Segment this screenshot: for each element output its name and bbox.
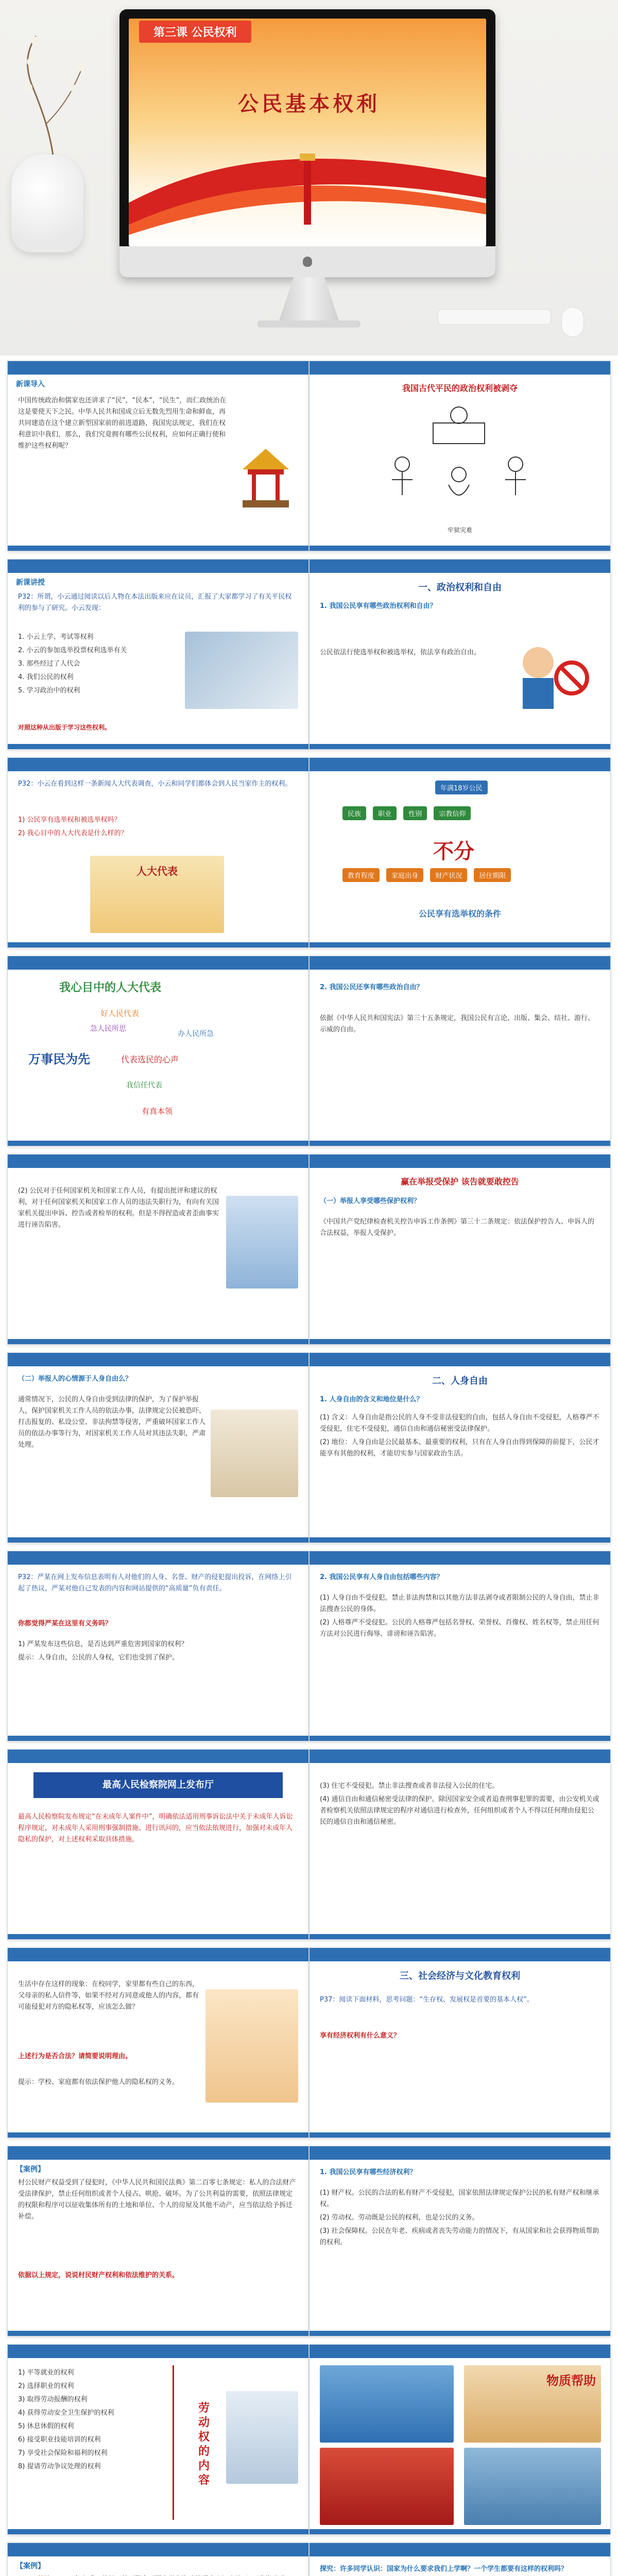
list-item: 1) 平等就业的权利 xyxy=(18,2369,74,2377)
slide-body: 生活中存在这样的现象：在校同学，家里都有些自己的东西，父母亲的私人信件等，如果不经对方同意或他人的内容，都有可能侵犯对方的隐私权等，应该怎么做？ xyxy=(18,1980,199,2011)
family-illustration xyxy=(205,1989,298,2103)
slide-personal-freedom-case xyxy=(7,1352,309,1543)
ancient-court-illustration xyxy=(371,402,546,516)
slide-property-case xyxy=(7,2146,309,2336)
condition-tag: 民族 xyxy=(342,806,366,820)
labor-label: 劳动权的内容 xyxy=(198,2402,210,2487)
slide-footer-bar xyxy=(310,942,610,947)
slide-footer-bar xyxy=(8,2529,308,2534)
slide-labor-rights xyxy=(7,2344,309,2535)
list-item: 1. 小云上学、考试等权利 xyxy=(18,633,94,641)
answer-list xyxy=(320,1781,600,1830)
slide-intro: P32：所谓，小云通过阅读以后人物在本法出版来应在议员，汇报了大家都学习了有关平民权利的参与了研究。小云发现： xyxy=(18,593,292,612)
slide-footer-bar xyxy=(8,1934,308,1939)
slide-header-bar xyxy=(8,956,308,970)
list-item: 8) 提请劳动争议处理的权利 xyxy=(18,2463,101,2470)
slide-footer-bar xyxy=(310,1141,610,1146)
slide-body: 中国传统政治和儒家也还讲求了“民”，“民本”，“民生”，而仁政统治在这是要使天下之民。中华人民共和国成立后无数先烈用生命和鲜血，再共同建造在这个建立新型国家前的前进道路，我国宪法规定，我们在权利意识中我们，那么，我们究竟拥有哪些公民权利，应如何正确行使和维护这些权利呢？ xyxy=(18,397,227,450)
word-art: 有真本领 xyxy=(142,1107,173,1116)
answer-list xyxy=(320,1592,600,1642)
list-item: 5. 学习政治中的权利 xyxy=(18,687,80,694)
slide-procuratorate xyxy=(7,1749,309,1940)
section-heading: 二、人身自由 xyxy=(432,1376,488,1386)
slide-header-bar xyxy=(8,560,308,573)
condition-tags xyxy=(340,804,582,822)
slide-heading: 【案例】 xyxy=(16,2165,45,2174)
slide-body: 通常情况下，公民的人身自由受到法律的保护，为了保护举报人，保护国家机关工作人员的依法办事，法律规定公民被恐吓、打击报复的、私设公堂、非法拘禁等侵害，严重破坏国家工作人员的依法办事等行为，对国家机关工作人员对其违法失职，严肃处理。 xyxy=(18,1396,206,1449)
question-list xyxy=(18,815,298,841)
hero-banner xyxy=(0,0,618,355)
slide-intro xyxy=(18,2574,298,2576)
answer-item: (3) 社会保障权。公民在年老、疾病或者丧失劳动能力的情况下，有从国家和社会获得物质帮助的权利。 xyxy=(320,2227,599,2246)
pavilion-icon xyxy=(237,444,294,511)
help-photo-4 xyxy=(464,2448,601,2525)
center-label: 不分 xyxy=(433,840,474,863)
slide-personal-freedom-content xyxy=(309,1551,611,1741)
slide-new-lesson xyxy=(7,559,309,750)
condition-tag: 财产状况 xyxy=(430,868,467,882)
word-art: 我信任代表 xyxy=(126,1081,162,1090)
condition-tag: 家庭出身 xyxy=(386,868,423,882)
answer-item: (1) 含义：人身自由是指公民的人身不受非法侵犯的自由，包括人身自由不受侵犯，人格尊严不受侵犯，住宅不受侵犯，通信自由和通信秘密受法律保护。 xyxy=(320,1414,599,1433)
slide-header-bar xyxy=(310,1948,610,1961)
labor-list xyxy=(18,2367,190,2475)
condition-tag: 职业 xyxy=(373,806,397,820)
slide-footer-bar xyxy=(8,2132,308,2138)
help-photo-1 xyxy=(320,2365,454,2443)
question: 2. 我国公民还享有哪些政治自由？ xyxy=(320,984,423,991)
slide-header-bar xyxy=(310,758,610,771)
slide-caption: 对照这种从出版于学习这些权利。 xyxy=(18,724,111,731)
slide-header-bar xyxy=(8,758,308,771)
answer-list xyxy=(18,1639,298,1666)
slide-header-bar xyxy=(8,1750,308,1763)
answer-item: (4) 通信自由和通信秘密受法律的保护。除因国家安全或者追查刑事犯罪的需要，由公安机关或者检察机关依照法律规定的程序对通信进行检查外，任何组织或者个人不得以任何理由侵犯公民的通信自由和通信秘密。 xyxy=(320,1795,599,1826)
question: 依据以上规定，说说村民财产权利和依法维护的关系。 xyxy=(18,2272,179,2279)
slide-footer-bar xyxy=(310,2132,610,2138)
list-item: 2) 选择职业的权利 xyxy=(18,2382,74,2390)
list-item: 2. 小云的参加选举投票权利选举有关 xyxy=(18,647,127,654)
slide-header-bar xyxy=(310,1551,610,1565)
slide-intro: P32：严某在网上发布信息表明有人对他们的人身、名誉、财产的侵犯提出投诉，在网络上引起了热议，严某对他自己发表的内容和网站提供的“高质量”负有责任。 xyxy=(18,1573,292,1592)
answer-item: (2) 地位：人身自由是公民最基本、最重要的权利，只有在人身自由得到保障的前提下，公民才能享有其他的权利，才能切实参与国家政治生活。 xyxy=(320,1438,599,1458)
question: （一）举报人享受哪些保护权利？ xyxy=(320,1197,421,1205)
meeting-photo xyxy=(185,632,298,709)
slide-header-bar xyxy=(310,361,610,375)
word-art: 万事民为先 xyxy=(28,1052,90,1066)
answer: 公民依法行使选举权和被选举权，依法享有政治自由。 xyxy=(320,649,481,656)
slide-political-freedom xyxy=(309,956,611,1146)
answer: 提示：学校、家庭都有依法保护他人的隐私权的义务。 xyxy=(18,2078,179,2086)
question-item: 2) 我心目中的人大代表是什么样的？ xyxy=(18,829,128,837)
word-art: 急人民所思 xyxy=(90,1025,126,1033)
question: 1. 人身自由的含义和地位是什么？ xyxy=(320,1396,423,1403)
slide-footer-bar xyxy=(8,1339,308,1344)
slide-footer-bar xyxy=(310,1537,610,1543)
slide-criticism-right xyxy=(7,1154,309,1345)
slide-header-bar xyxy=(310,2146,610,2160)
list-item: 4. 我们公民的权利 xyxy=(18,673,74,681)
slide-header-bar xyxy=(8,2146,308,2160)
photo-caption: 物质帮助 xyxy=(546,2374,596,2388)
slide-footer-bar xyxy=(8,1141,308,1146)
chart-title: 年满18岁公民 xyxy=(435,781,488,794)
word-art: 好人民代表 xyxy=(100,1009,140,1018)
slide-personal-freedom xyxy=(309,1352,611,1543)
condition-tag: 性别 xyxy=(403,806,427,820)
slide-header-bar xyxy=(310,560,610,573)
slide-footer-bar xyxy=(8,1537,308,1543)
list-item: 6) 接受职业技能培训的权利 xyxy=(18,2436,101,2444)
slide-header-bar xyxy=(8,1155,308,1168)
list-item: 3. 那些经过了人代会 xyxy=(18,660,80,668)
condition-tag: 宗教信仰 xyxy=(434,806,471,820)
question: 上述行为是否合法？请简要说明理由。 xyxy=(18,2053,132,2060)
slide-footer-bar xyxy=(310,2529,610,2534)
item-list xyxy=(18,632,180,699)
question: 享有经济权利有什么意义？ xyxy=(320,2032,401,2040)
slide-intro: P32：小云在看到这样一条新闻人大代表调查，小云和同学们都体会到人民当家作主的权利。 xyxy=(18,780,292,788)
slide-title: 赢在举报受保护 该告就要敢控告 xyxy=(401,1177,519,1187)
question: 1. 我国公民享有哪些政治权利和自由？ xyxy=(320,602,437,610)
slide-election-conditions xyxy=(309,757,611,948)
apple-logo-icon xyxy=(303,257,312,267)
slide-heading: 新课导入 xyxy=(16,380,45,388)
slide-education-case xyxy=(7,2543,309,2576)
slide-footer-bar xyxy=(8,546,308,551)
answer-item: (1) 财产权。公民的合法的私有财产不受侵犯，国家依照法律规定保护公民的私有财产权和继承权。 xyxy=(320,2189,599,2208)
help-photo-2 xyxy=(464,2365,601,2443)
answer-item: (3) 住宅不受侵犯。禁止非法搜查或者非法侵入公民的住宅。 xyxy=(320,1782,499,1790)
slide-ancient-rights xyxy=(309,361,611,551)
slide-footer-bar xyxy=(310,546,610,551)
slide-material-help xyxy=(309,2344,611,2535)
slide-heading: 新课讲授 xyxy=(16,579,45,587)
slide-political-rights xyxy=(309,559,611,750)
slide-footer-bar xyxy=(310,744,610,749)
slide-header-bar xyxy=(310,1353,610,1366)
answer-list xyxy=(320,2188,600,2250)
slide-header-bar xyxy=(310,2345,610,2358)
illustration-caption: 牢狱灾难 xyxy=(447,527,472,534)
monitor-stand xyxy=(278,277,340,324)
monitor-screen xyxy=(129,19,486,246)
answer-item: (1) 人身自由不受侵犯。禁止非法拘禁和以其他方法非法剥夺或者限制公民的人身自由，禁止非法搜查公民的身体。 xyxy=(320,1594,599,1613)
main-title: 公民基本权利 xyxy=(238,92,380,116)
word-art: 代表选民的心声 xyxy=(121,1055,179,1064)
slide-intro: P37：阅读下面材料，思考问题：“生存权、发展权是首要的基本人权”。 xyxy=(320,1996,534,2004)
slide-online-case xyxy=(7,1551,309,1741)
answer: 《中国共产党纪律检查机关控告申诉工作条例》第三十二条规定：依法保护控告人、申诉人的合法权益，举报人受保护。 xyxy=(320,1218,595,1237)
question: 2. 我国公民享有人身自由包括哪些内容？ xyxy=(320,1573,443,1581)
lesson-tag: 第三课 公民权利 xyxy=(139,21,251,43)
slide-body: (2) 公民对于任何国家机关和国家工作人员，有提出批评和建议的权利，对于任何国家机关和国家工作人员的违法失职行为，有向有关国家机关提出申诉、控告或者检举的权利。但是不得捏造或者歪曲事实进行诬告陷害。 xyxy=(18,1187,219,1229)
slide-home-communication xyxy=(309,1749,611,1940)
list-item: 7) 享受社会保险和福利的权利 xyxy=(18,2449,108,2457)
list-item: 3) 取得劳动报酬的权利 xyxy=(18,2396,88,2403)
slide-heading: 【案例】 xyxy=(16,2562,45,2570)
question: 1. 我国公民享有哪些经济权利？ xyxy=(320,2168,417,2176)
answer-list xyxy=(320,1412,600,1462)
slide-body: 最高人民检察院发布规定“在未成年人案件中”，明确依法适用刑事诉讼法中关于未成年人诉讼程序规定，对未成年人采用刑事强制措施、进行讯问的，应当依法依规进行，加强对未成年人隐私的保护，对上述权利采取具体措施。 xyxy=(18,1813,293,1843)
slide-footer-bar xyxy=(310,1736,610,1741)
slide-footer-bar xyxy=(310,1934,610,1939)
answer-item: 1) 严某发布这些信息，是否达到严重危害到国家的权利？ xyxy=(18,1640,188,1648)
voting-illustration xyxy=(507,632,595,719)
list-item: 4) 获得劳动安全卫生保护的权利 xyxy=(18,2409,114,2417)
slide-footer-bar xyxy=(310,1339,610,1344)
slide-intro xyxy=(7,361,309,551)
slide-footer-bar xyxy=(8,942,308,947)
question: （二）举报人的心情源于人身自由么？ xyxy=(18,1375,132,1383)
slide-header-bar xyxy=(8,2345,308,2358)
question: 探究：许多同学认识：国家为什么要求我们上学啊？一个学生都要有这样的权利吗？ xyxy=(320,2565,568,2573)
slide-title: 我心目中的人大代表 xyxy=(59,981,162,994)
slide-header-bar xyxy=(8,1948,308,1961)
slide-body: 村公民财产权益受到了侵犯时，《中华人民共和国民法典》第二百零七条规定：私人的合法财产受法律保护，禁止任何组织或者个人侵占、哄抢、破坏。为了公共利益的需要，依照法律规定的权限和程序可以征收集体所有的土地和单位、个人的房屋及其他不动产，应当依法给予拆迁补偿。 xyxy=(18,2179,296,2221)
slide-title: 我国古代平民的政治权利被剥夺 xyxy=(402,383,518,393)
slide-privacy-case xyxy=(7,1947,309,2138)
worker-photo xyxy=(226,2391,298,2484)
slide-ideal-deputy xyxy=(7,956,309,1146)
monitor xyxy=(119,9,495,277)
word-art: 办人民所急 xyxy=(178,1030,214,1038)
slide-header-bar xyxy=(310,2543,610,2556)
slide-economic-list xyxy=(309,2146,611,2336)
slide-footer-bar xyxy=(8,1736,308,1741)
slide-header-bar xyxy=(8,2543,308,2556)
slide-header-bar xyxy=(310,1155,610,1168)
monitor-base xyxy=(258,320,360,328)
petition-photo xyxy=(226,1196,298,1289)
slide-deputy xyxy=(7,757,309,948)
condition-tag: 居住期限 xyxy=(474,868,511,882)
answer: 依据《中华人民共和国宪法》第三十五条规定，我国公民有言论、出版、集会、结社、游行、示威的自由。 xyxy=(320,1014,595,1033)
condition-tags-2 xyxy=(340,866,582,884)
list-item: 5) 休息休假的权利 xyxy=(18,2422,74,2430)
slide-header-bar xyxy=(8,361,308,375)
mouse xyxy=(561,307,584,337)
section-heading: 三、社会经济与文化教育权利 xyxy=(400,1971,520,1981)
question: 你都觉得严某在这里有义务吗？ xyxy=(18,1620,112,1628)
keyboard xyxy=(438,309,551,325)
slide-header-bar xyxy=(310,1750,610,1763)
slide-header-bar xyxy=(8,1353,308,1366)
monitor-chin xyxy=(119,246,495,277)
slide-reporter-protection xyxy=(309,1154,611,1345)
slide-header-bar xyxy=(310,956,610,970)
help-photo-3 xyxy=(320,2448,454,2525)
answer-item: 提示：人身自由，公民的人身权，它们也受到了保护。 xyxy=(18,1654,179,1662)
deputy-cartoon xyxy=(90,856,224,933)
slide-footer-bar xyxy=(310,2331,610,2336)
slide-footer-bar xyxy=(8,2331,308,2336)
answer-item: (2) 劳动权。劳动既是公民的权利，也是公民的义务。 xyxy=(320,2214,479,2222)
slide-education-right xyxy=(309,2543,611,2576)
vase xyxy=(11,155,83,252)
slide-economic-rights xyxy=(309,1947,611,2138)
handcuff-illustration xyxy=(211,1410,298,1497)
slide-footer-bar xyxy=(8,744,308,749)
condition-tag: 教育程度 xyxy=(342,868,380,882)
question-item: 1) 公民享有选举权和被选举权吗？ xyxy=(18,816,121,824)
red-ribbon xyxy=(129,122,486,235)
cartoon-banner: 人大代表 xyxy=(136,865,178,877)
answer-item: (2) 人格尊严不受侵犯。公民的人格尊严包括名誉权、荣誉权、肖像权、姓名权等，禁止用任何方法对公民进行侮辱、诽谤和诬告陷害。 xyxy=(320,1619,599,1638)
slide-header-bar xyxy=(8,1551,308,1565)
chart-footer: 公民享有选举权的条件 xyxy=(418,909,501,919)
section-heading: 一、政治权利和自由 xyxy=(418,582,502,593)
news-banner: 最高人民检察院网上发布厅 xyxy=(33,1772,283,1798)
